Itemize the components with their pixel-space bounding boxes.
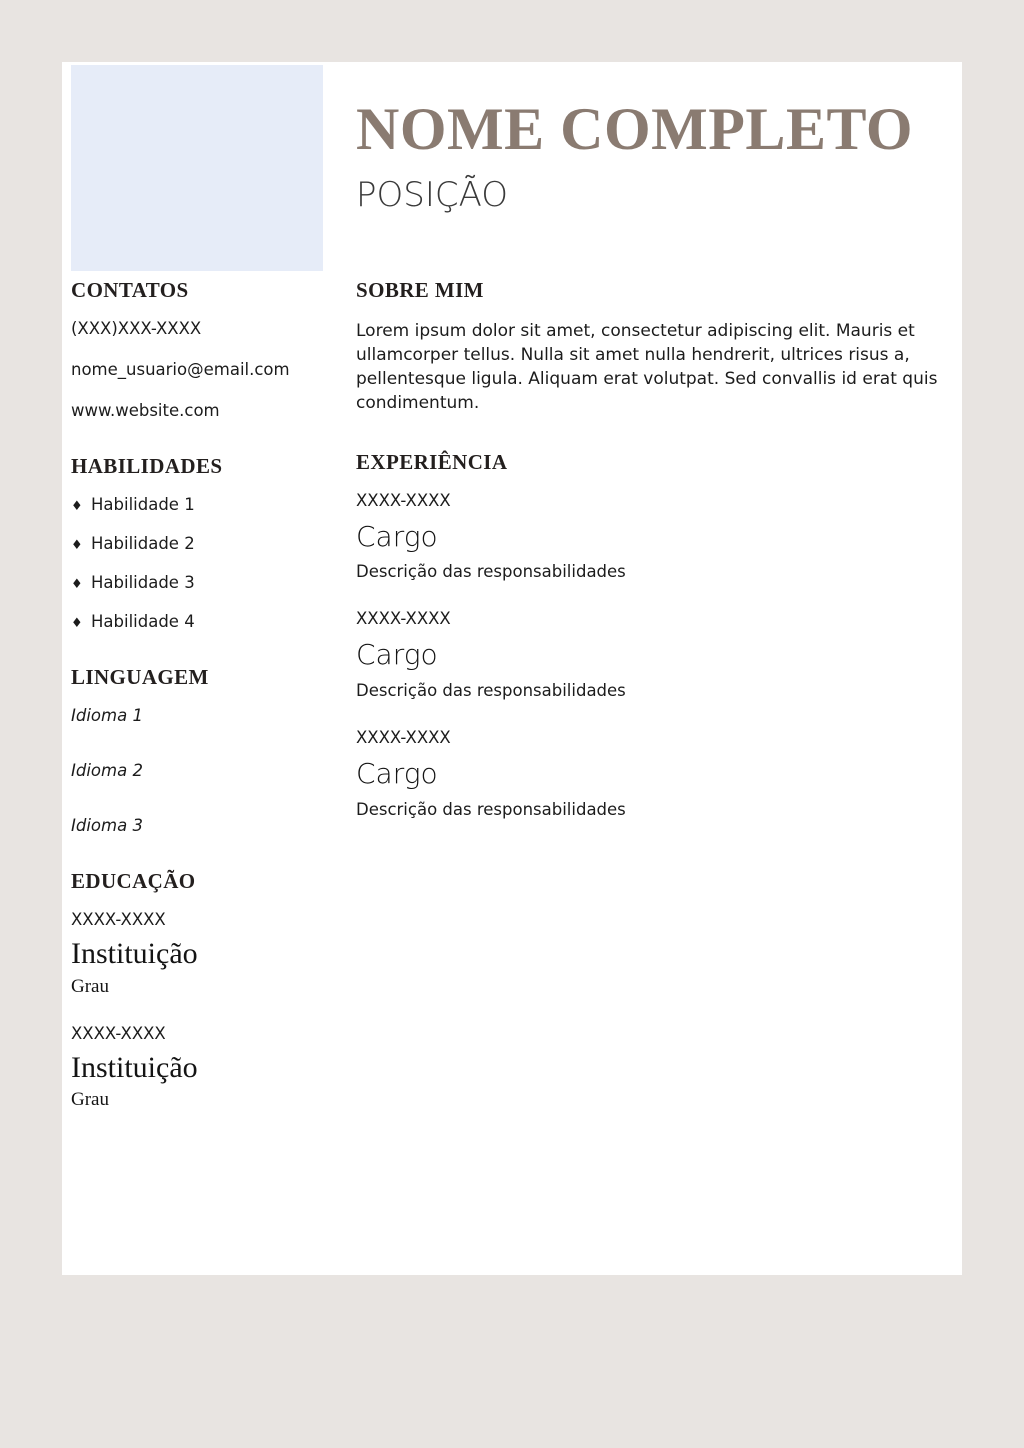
resume-header [62,62,962,278]
language-item: Idioma 1 [71,706,143,726]
contact-phone: (XXX)XXX-XXXX [71,319,202,338]
skill-label: Habilidade 2 [91,534,195,554]
experience-date: XXXX-XXXX [356,728,451,748]
contact-website: www.website.com [71,400,220,420]
left-column [62,278,347,1111]
experience-entry [356,609,944,700]
education-date: XXXX-XXXX [71,1023,166,1043]
education-institution: Instituição [71,937,198,971]
experience-role: Cargo [356,519,438,553]
resume-body [62,278,962,1111]
language-item: Idioma 3 [71,816,143,836]
diamond-bullet-icon: ♦ [71,577,83,593]
section-experience [356,450,944,819]
photo-placeholder[interactable] [71,65,323,271]
education-heading: EDUCAÇÃO [71,869,196,894]
education-date: XXXX-XXXX [71,910,166,930]
experience-role: Cargo [356,757,438,791]
skill-label: Habilidade 3 [91,573,195,593]
section-contacts [71,278,347,420]
about-text: Lorem ipsum dolor sit amet, consectetur adipiscing elit. Mauris et ullamcorper tellus. Nulla sit amet nulla hendrerit, ultrices risus a, pellentesque ligula. Aliquam erat volutpat. Sed convallis id erat quis condimentum. [356,321,938,414]
header-text-block [356,62,962,214]
page-title: NOME COMPLETO [356,96,914,162]
position-subtitle: POSIÇÃO [356,175,509,215]
skill-label: Habilidade 1 [91,495,195,515]
skills-heading: HABILIDADES [71,454,223,479]
section-education [71,869,347,1111]
about-heading: SOBRE MIM [356,278,484,302]
list-item [71,534,347,553]
education-entry [71,1024,347,1112]
language-item: Idioma 2 [71,761,143,781]
diamond-bullet-icon: ♦ [71,538,83,554]
experience-description: Descrição das responsabilidades [356,562,626,582]
experience-date: XXXX-XXXX [356,609,451,629]
section-languages [71,665,347,835]
skill-label: Habilidade 4 [91,612,195,632]
experience-description: Descrição das responsabilidades [356,681,626,701]
education-degree: Grau [71,975,109,997]
contacts-heading: CONTATOS [71,278,189,302]
section-skills [71,454,347,631]
education-degree: Grau [71,1089,109,1111]
experience-date: XXXX-XXXX [356,490,451,510]
experience-heading: EXPERIÊNCIA [356,449,508,474]
right-column [347,278,962,819]
experience-entry [356,491,944,582]
list-item [71,573,347,592]
diamond-bullet-icon: ♦ [71,499,83,515]
education-entry [71,910,347,998]
experience-entry [356,728,944,819]
experience-role: Cargo [356,638,438,672]
contact-email: nome_usuario@email.com [71,359,290,379]
experience-description: Descrição das responsabilidades [356,799,626,819]
section-about [356,278,944,416]
list-item [71,495,347,514]
list-item [71,612,347,631]
diamond-bullet-icon: ♦ [71,616,83,632]
resume-page [62,62,962,1275]
languages-heading: LINGUAGEM [71,665,209,690]
education-institution: Instituição [71,1050,198,1084]
